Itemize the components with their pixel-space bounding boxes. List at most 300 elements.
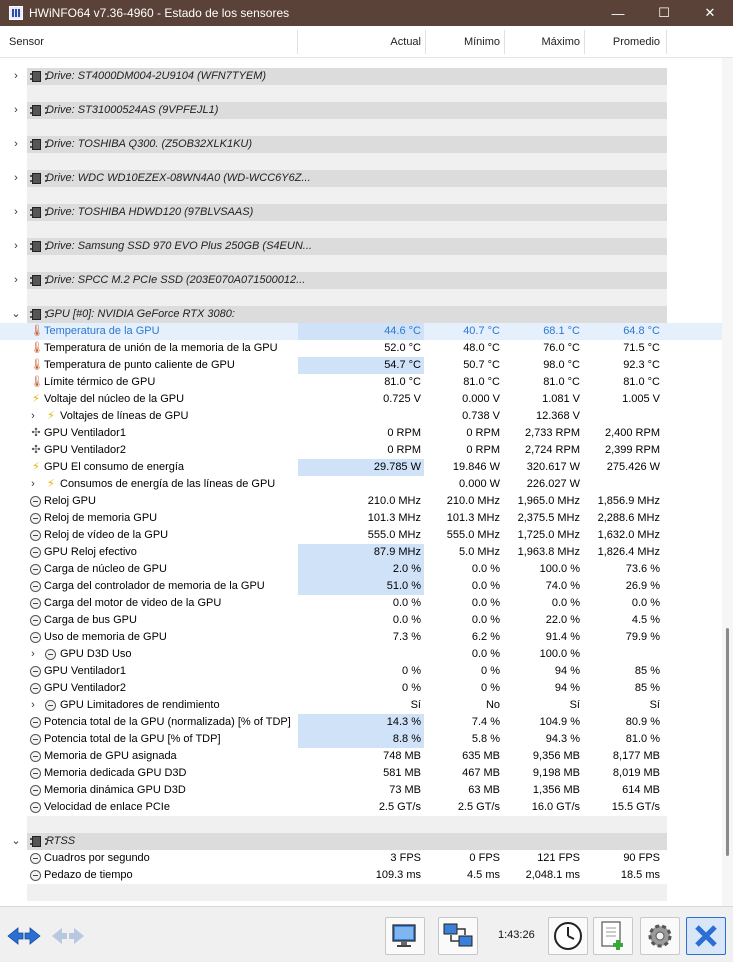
expand-chevron-icon[interactable]: › xyxy=(31,648,35,660)
value-actual: 87.9 MHz xyxy=(298,544,424,561)
value-actual: 0 % xyxy=(402,682,421,694)
value-actual: 109.3 ms xyxy=(375,869,421,881)
sensor-clock-icon xyxy=(30,734,41,745)
value-max: 12.368 V xyxy=(535,410,580,422)
sensor-clock-icon xyxy=(30,666,41,677)
value-avg: 275.426 W xyxy=(606,461,660,473)
sensor-row[interactable] xyxy=(0,527,722,544)
value-max: 74.0 % xyxy=(545,580,580,592)
fan-icon: ✣ xyxy=(31,427,41,439)
value-avg xyxy=(585,408,663,425)
drive-label: Drive: TOSHIBA HDWD120 (97BLVSAAS) xyxy=(46,206,254,218)
value-actual: 210.0 MHz xyxy=(367,495,421,507)
value-min: 555.0 MHz xyxy=(446,529,500,541)
sensor-row[interactable] xyxy=(0,425,722,442)
value-min: 0.0 % xyxy=(471,563,500,575)
sensor-row[interactable] xyxy=(0,663,722,680)
sensor-row[interactable] xyxy=(0,680,722,697)
sensor-label: Temperatura de punto caliente de GPU xyxy=(44,359,235,371)
sensor-row[interactable] xyxy=(0,391,722,408)
sensor-row[interactable] xyxy=(0,612,722,629)
value-min: 40.7 °C xyxy=(463,325,500,337)
value-max: 0.0 % xyxy=(551,597,580,609)
sensor-clock-icon xyxy=(30,598,41,609)
sensor-row[interactable] xyxy=(0,561,722,578)
value-min: 0.000 V xyxy=(462,393,500,405)
expand-chevron-icon[interactable]: › xyxy=(14,70,18,82)
network-monitor-button[interactable] xyxy=(385,917,425,955)
sensor-label: Pedazo de tiempo xyxy=(44,869,133,881)
value-min: 0 FPS xyxy=(469,852,500,864)
value-max: 16.0 GT/s xyxy=(531,801,580,813)
sensor-label: Límite térmico de GPU xyxy=(44,376,156,388)
double-arrow-disabled-icon xyxy=(50,926,86,946)
logging-button[interactable] xyxy=(593,917,633,955)
drive-chip-icon xyxy=(32,275,41,286)
gpu-group-row[interactable] xyxy=(0,306,722,323)
sensor-label: Consumos de energía de las líneas de GPU xyxy=(60,478,276,490)
sensor-clock-icon xyxy=(30,615,41,626)
sensor-row[interactable] xyxy=(0,765,722,782)
value-max: 226.027 W xyxy=(526,478,580,490)
title-bar xyxy=(0,0,733,26)
group-spacer xyxy=(27,187,667,204)
lightning-icon: ⚡ xyxy=(47,478,55,490)
value-min: 0 % xyxy=(481,665,500,677)
sensor-row[interactable] xyxy=(0,697,722,714)
value-actual: 81.0 °C xyxy=(384,376,421,388)
drive-label: Drive: Samsung SSD 970 EVO Plus 250GB (S4EUN... xyxy=(46,240,312,252)
value-min: No xyxy=(485,699,500,711)
drive-chip-icon xyxy=(32,139,41,150)
value-min: 19.846 W xyxy=(452,461,500,473)
sensor-label: Carga de núcleo de GPU xyxy=(44,563,167,575)
collapse-chevron-icon[interactable]: ⌄ xyxy=(11,308,21,320)
header-divider[interactable] xyxy=(666,30,667,54)
value-actual: 2.5 GT/s xyxy=(378,801,421,813)
sensor-label: GPU Ventilador2 xyxy=(44,682,126,694)
header-avg[interactable]: Promedio xyxy=(612,36,660,48)
value-min: 210.0 MHz xyxy=(446,495,500,507)
sensor-row[interactable] xyxy=(0,408,722,425)
sensor-row[interactable] xyxy=(0,748,722,765)
value-max: 2,375.5 MHz xyxy=(517,512,580,524)
sensor-row[interactable] xyxy=(0,629,722,646)
value-min: 0 RPM xyxy=(466,427,500,439)
sensor-clock-icon xyxy=(30,564,41,575)
rtss-group-label: RTSS xyxy=(46,835,76,847)
sensor-row[interactable] xyxy=(0,340,722,357)
value-max: 1.081 V xyxy=(542,393,580,405)
value-actual: 555.0 MHz xyxy=(367,529,421,541)
sensor-clock-icon xyxy=(30,683,41,694)
value-actual: 29.785 W xyxy=(298,459,424,476)
value-avg: 2,399 RPM xyxy=(604,444,660,456)
value-min: 5.0 MHz xyxy=(459,546,500,558)
value-avg: 92.3 °C xyxy=(623,359,660,371)
value-max: 81.0 °C xyxy=(543,376,580,388)
value-avg: 614 MB xyxy=(622,784,660,796)
value-avg: 1,826.4 MHz xyxy=(597,546,660,558)
sensor-row[interactable] xyxy=(0,476,722,493)
sensor-label: Reloj GPU xyxy=(44,495,96,507)
sensor-row[interactable] xyxy=(0,510,722,527)
value-avg: 85 % xyxy=(634,665,660,677)
close-window-button[interactable]: ✕ xyxy=(704,5,716,20)
drive-group-row[interactable] xyxy=(0,170,722,187)
sensor-clock-icon xyxy=(30,717,41,728)
value-avg: 8,019 MB xyxy=(612,767,660,779)
value-min: 48.0 °C xyxy=(463,342,500,354)
value-min: 2.5 GT/s xyxy=(457,801,500,813)
sensor-label: Velocidad de enlace PCIe xyxy=(44,801,170,813)
drive-group-row[interactable] xyxy=(0,136,722,153)
sensor-label: Carga del controlador de memoria de la GPU xyxy=(44,580,265,592)
sensor-label: Voltaje del núcleo de la GPU xyxy=(44,393,185,405)
drive-group-row[interactable] xyxy=(0,204,722,221)
value-avg: 81.0 % xyxy=(625,733,660,745)
sensor-clock-icon xyxy=(45,649,56,660)
scroll-thumb[interactable] xyxy=(726,628,729,856)
value-actual: 2.0 % xyxy=(298,561,424,578)
value-max: 1,725.0 MHz xyxy=(517,529,580,541)
sensor-row[interactable] xyxy=(0,782,722,799)
value-actual: 73 MB xyxy=(389,784,421,796)
value-actual: 7.3 % xyxy=(392,631,421,643)
group-spacer xyxy=(27,884,667,901)
window-title: HWiNFO64 v7.36-4960 - Estado de los sensores xyxy=(29,6,290,20)
sensor-label: Temperatura de unión de la memoria de la GPU xyxy=(44,342,278,354)
value-actual: 44.6 °C xyxy=(298,323,424,340)
lightning-icon: ⚡ xyxy=(32,393,40,405)
value-actual: 0 RPM xyxy=(387,444,421,456)
sensor-row[interactable] xyxy=(0,459,722,476)
value-min: 7.4 % xyxy=(471,716,500,728)
sensor-label: Potencia total de la GPU [% of TDP] xyxy=(44,733,221,745)
network-icon xyxy=(442,921,474,951)
thermometer-icon: 🌡 xyxy=(30,376,44,388)
sensor-label: GPU Ventilador2 xyxy=(44,444,126,456)
value-min: 63 MB xyxy=(468,784,500,796)
monitor-icon xyxy=(390,921,420,951)
group-spacer xyxy=(27,255,667,272)
drive-label: Drive: WDC WD10EZEX-08WN4A0 (WD-WCC6Y6Z... xyxy=(46,172,311,184)
value-actual: 0.0 % xyxy=(392,614,421,626)
value-avg: 8,177 MB xyxy=(612,750,660,762)
sensor-label: Uso de memoria de GPU xyxy=(44,631,167,643)
sensor-label: Potencia total de la GPU (normalizada) [% of TDP] xyxy=(44,716,291,728)
value-actual: 0 % xyxy=(402,665,421,677)
expand-chevron-icon[interactable]: › xyxy=(14,240,18,252)
value-min: 0.0 % xyxy=(471,580,500,592)
thermometer-icon: 🌡 xyxy=(30,359,44,371)
value-avg: 90 FPS xyxy=(623,852,660,864)
sensor-row[interactable] xyxy=(0,595,722,612)
value-actual: 748 MB xyxy=(383,750,421,762)
value-max: 2,048.1 ms xyxy=(525,869,580,881)
sensor-row[interactable] xyxy=(0,578,722,595)
value-max: 2,724 RPM xyxy=(524,444,580,456)
header-sensor[interactable]: Sensor xyxy=(9,36,44,48)
sensor-row[interactable] xyxy=(0,493,722,510)
sensor-row[interactable] xyxy=(0,731,722,748)
drive-label: Drive: ST31000524AS (9VPFEJL1) xyxy=(46,104,219,116)
drive-group-row[interactable] xyxy=(0,272,722,289)
value-actual: 8.8 % xyxy=(298,731,424,748)
sensor-clock-icon xyxy=(30,802,41,813)
reset-timer-button[interactable] xyxy=(548,917,588,955)
gear-icon xyxy=(645,921,675,951)
value-avg: 1,856.9 MHz xyxy=(597,495,660,507)
value-actual xyxy=(298,646,424,663)
close-button[interactable] xyxy=(686,917,726,955)
settings-button[interactable] xyxy=(640,917,680,955)
value-max: 68.1 °C xyxy=(543,325,580,337)
sensor-label: Voltajes de líneas de GPU xyxy=(60,410,189,422)
drive-group-row[interactable] xyxy=(0,238,722,255)
value-actual: 101.3 MHz xyxy=(367,512,421,524)
value-max: 94 % xyxy=(554,665,580,677)
value-min: 50.7 °C xyxy=(463,359,500,371)
value-max: 100.0 % xyxy=(539,563,580,575)
thermometer-icon: 🌡 xyxy=(30,325,44,337)
group-spacer xyxy=(27,816,667,833)
sensor-label: Reloj de memoria GPU xyxy=(44,512,158,524)
minimize-button[interactable]: — xyxy=(611,5,625,21)
value-min: 0.738 V xyxy=(462,410,500,422)
value-min: 101.3 MHz xyxy=(446,512,500,524)
expand-chevron-icon[interactable]: › xyxy=(31,478,35,490)
gpu-group-label: GPU [#0]: NVIDIA GeForce RTX 3080: xyxy=(46,308,235,320)
value-min: 0 % xyxy=(481,682,500,694)
sensor-label: Carga de bus GPU xyxy=(44,614,137,626)
value-max: 22.0 % xyxy=(545,614,580,626)
group-spacer xyxy=(27,119,667,136)
value-avg: 26.9 % xyxy=(625,580,660,592)
expand-chevron-icon[interactable]: › xyxy=(31,699,35,711)
add-log-icon xyxy=(598,920,628,952)
value-max: 94 % xyxy=(554,682,580,694)
header-min[interactable]: Mínimo xyxy=(463,36,500,48)
value-actual: 14.3 % xyxy=(298,714,424,731)
maximize-button[interactable]: ☐ xyxy=(658,5,670,20)
sensor-clock-icon xyxy=(30,581,41,592)
sensor-clock-icon xyxy=(30,632,41,643)
value-actual: 54.7 °C xyxy=(298,357,424,374)
value-max: 76.0 °C xyxy=(543,342,580,354)
value-min: 81.0 °C xyxy=(463,376,500,388)
value-min: 467 MB xyxy=(462,767,500,779)
drive-chip-icon xyxy=(32,173,41,184)
sensor-row[interactable] xyxy=(0,544,722,561)
sensor-label: Reloj de vídeo de la GPU xyxy=(44,529,169,541)
value-actual: 3 FPS xyxy=(390,852,421,864)
drive-label: Drive: TOSHIBA Q300. (Z5OB32XLK1KU) xyxy=(46,138,253,150)
value-min: 0.000 W xyxy=(459,478,500,490)
value-max: 91.4 % xyxy=(545,631,580,643)
group-spacer xyxy=(27,153,667,170)
sensor-row[interactable] xyxy=(0,799,722,816)
sensor-label: Memoria de GPU asignada xyxy=(44,750,177,762)
value-actual: 51.0 % xyxy=(298,578,424,595)
drive-chip-icon xyxy=(32,71,41,82)
rtss-group-row[interactable] xyxy=(0,833,722,850)
sensor-label: GPU Ventilador1 xyxy=(44,427,126,439)
close-x-icon xyxy=(692,922,720,950)
sensor-label: GPU Ventilador1 xyxy=(44,665,126,677)
sensor-clock-icon xyxy=(30,870,41,881)
sensor-row[interactable] xyxy=(0,867,722,884)
sensor-list[interactable] xyxy=(0,58,722,906)
value-min: 0.0 % xyxy=(471,614,500,626)
sensor-clock-icon xyxy=(45,700,56,711)
drive-chip-icon xyxy=(32,241,41,252)
sensor-clock-icon xyxy=(30,785,41,796)
drive-group-row[interactable] xyxy=(0,68,722,85)
value-avg: Sí xyxy=(649,699,660,711)
bottom-toolbar xyxy=(0,906,733,962)
gpu-chip-icon xyxy=(32,309,41,320)
sensor-label: Cuadros por segundo xyxy=(44,852,150,864)
drive-chip-icon xyxy=(32,207,41,218)
navigate-left-right-button[interactable] xyxy=(4,917,44,955)
lightning-icon: ⚡ xyxy=(47,410,55,422)
value-avg: 18.5 ms xyxy=(620,869,660,881)
sensor-clock-icon xyxy=(30,496,41,507)
value-avg: 2,400 RPM xyxy=(604,427,660,439)
expand-chevron-icon[interactable]: › xyxy=(31,410,35,422)
expand-chevron-icon[interactable]: › xyxy=(14,172,18,184)
value-avg: 85 % xyxy=(634,682,660,694)
fan-icon: ✣ xyxy=(31,444,41,456)
value-max: 94.3 % xyxy=(545,733,580,745)
value-min: 5.8 % xyxy=(471,733,500,745)
sensor-clock-icon xyxy=(30,768,41,779)
value-max: 1,963.8 MHz xyxy=(517,546,580,558)
group-spacer xyxy=(27,221,667,238)
value-min: 0 RPM xyxy=(466,444,500,456)
value-actual: 52.0 °C xyxy=(384,342,421,354)
value-actual: 0 RPM xyxy=(387,427,421,439)
expand-chevron-icon[interactable]: › xyxy=(14,206,18,218)
app-icon xyxy=(9,6,23,20)
thermometer-icon: 🌡 xyxy=(30,342,44,354)
value-actual: 581 MB xyxy=(383,767,421,779)
sensor-label: Temperatura de la GPU xyxy=(44,325,160,337)
value-avg xyxy=(585,476,663,493)
drive-label: Drive: ST4000DM004-2U9104 (WFN7TYEM) xyxy=(46,70,267,82)
expand-chevron-icon[interactable]: › xyxy=(14,274,18,286)
sensor-row[interactable] xyxy=(0,442,722,459)
value-avg xyxy=(585,646,663,663)
value-max: 98.0 °C xyxy=(543,359,580,371)
value-avg: 81.0 °C xyxy=(623,376,660,388)
value-actual: 0.725 V xyxy=(383,393,421,405)
drive-label: Drive: SPCC M.2 PCIe SSD (203E070A071500012... xyxy=(46,274,306,286)
value-min: 0.0 % xyxy=(471,597,500,609)
sensor-clock-icon xyxy=(30,513,41,524)
value-avg: 80.9 % xyxy=(625,716,660,728)
clock-icon xyxy=(552,920,584,952)
value-avg: 1.005 V xyxy=(622,393,660,405)
sensor-clock-icon xyxy=(30,853,41,864)
elapsed-time: 1:43:26 xyxy=(498,929,535,941)
value-avg: 73.6 % xyxy=(625,563,660,575)
drive-group-row[interactable] xyxy=(0,102,722,119)
group-header-bar xyxy=(27,833,667,850)
group-spacer xyxy=(27,289,667,306)
value-max: 100.0 % xyxy=(539,648,580,660)
network-connect-button[interactable] xyxy=(438,917,478,955)
value-max: 320.617 W xyxy=(526,461,580,473)
group-spacer xyxy=(27,85,667,102)
sensor-row[interactable] xyxy=(0,714,722,731)
sensor-label: Memoria dedicada GPU D3D xyxy=(44,767,187,779)
sensor-label: Carga del motor de video de la GPU xyxy=(44,597,222,609)
value-max: Sí xyxy=(569,699,580,711)
sensor-label: GPU El consumo de energía xyxy=(44,461,185,473)
navigate-disabled-button[interactable] xyxy=(48,917,88,955)
sensor-label: Memoria dinámica GPU D3D xyxy=(44,784,186,796)
header-actual[interactable]: Actual xyxy=(390,36,421,48)
value-avg: 1,632.0 MHz xyxy=(597,529,660,541)
value-max: 9,356 MB xyxy=(532,750,580,762)
value-min: 635 MB xyxy=(462,750,500,762)
lightning-icon: ⚡ xyxy=(32,461,40,473)
column-header xyxy=(0,26,733,58)
sensor-clock-icon xyxy=(30,751,41,762)
sensor-row[interactable] xyxy=(0,357,722,374)
value-avg: 4.5 % xyxy=(631,614,660,626)
value-avg: 64.8 °C xyxy=(623,325,660,337)
rtss-chip-icon xyxy=(32,836,41,847)
value-max: 121 FPS xyxy=(537,852,580,864)
sensor-label: GPU Reloj efectivo xyxy=(44,546,137,558)
sensor-label: GPU D3D Uso xyxy=(60,648,132,660)
sensor-label: GPU Limitadores de rendimiento xyxy=(60,699,220,711)
value-max: 9,198 MB xyxy=(532,767,580,779)
value-avg: 79.9 % xyxy=(625,631,660,643)
value-avg: 15.5 GT/s xyxy=(611,801,660,813)
sensor-row[interactable] xyxy=(0,646,722,663)
sensor-clock-icon xyxy=(30,530,41,541)
expand-chevron-icon[interactable]: › xyxy=(14,104,18,116)
value-actual: Sí xyxy=(410,699,421,711)
value-actual xyxy=(298,476,424,493)
value-avg: 71.5 °C xyxy=(623,342,660,354)
drive-chip-icon xyxy=(32,105,41,116)
vertical-scrollbar[interactable] xyxy=(722,58,733,906)
value-avg: 2,288.6 MHz xyxy=(597,512,660,524)
sensor-row[interactable] xyxy=(0,374,722,391)
value-max: 1,356 MB xyxy=(532,784,580,796)
sensor-clock-icon xyxy=(30,547,41,558)
header-max[interactable]: Máximo xyxy=(541,36,580,48)
expand-chevron-icon[interactable]: › xyxy=(14,138,18,150)
value-actual: 0.0 % xyxy=(392,597,421,609)
value-max: 104.9 % xyxy=(539,716,580,728)
value-avg: 0.0 % xyxy=(631,597,660,609)
sensor-row[interactable] xyxy=(0,323,722,340)
value-min: 6.2 % xyxy=(471,631,500,643)
double-arrow-icon xyxy=(6,926,42,946)
sensor-row[interactable] xyxy=(0,850,722,867)
value-min: 0.0 % xyxy=(471,648,500,660)
value-min: 4.5 ms xyxy=(466,869,500,881)
value-max: 1,965.0 MHz xyxy=(517,495,580,507)
value-max: 2,733 RPM xyxy=(524,427,580,439)
collapse-chevron-icon[interactable]: ⌄ xyxy=(11,835,21,847)
